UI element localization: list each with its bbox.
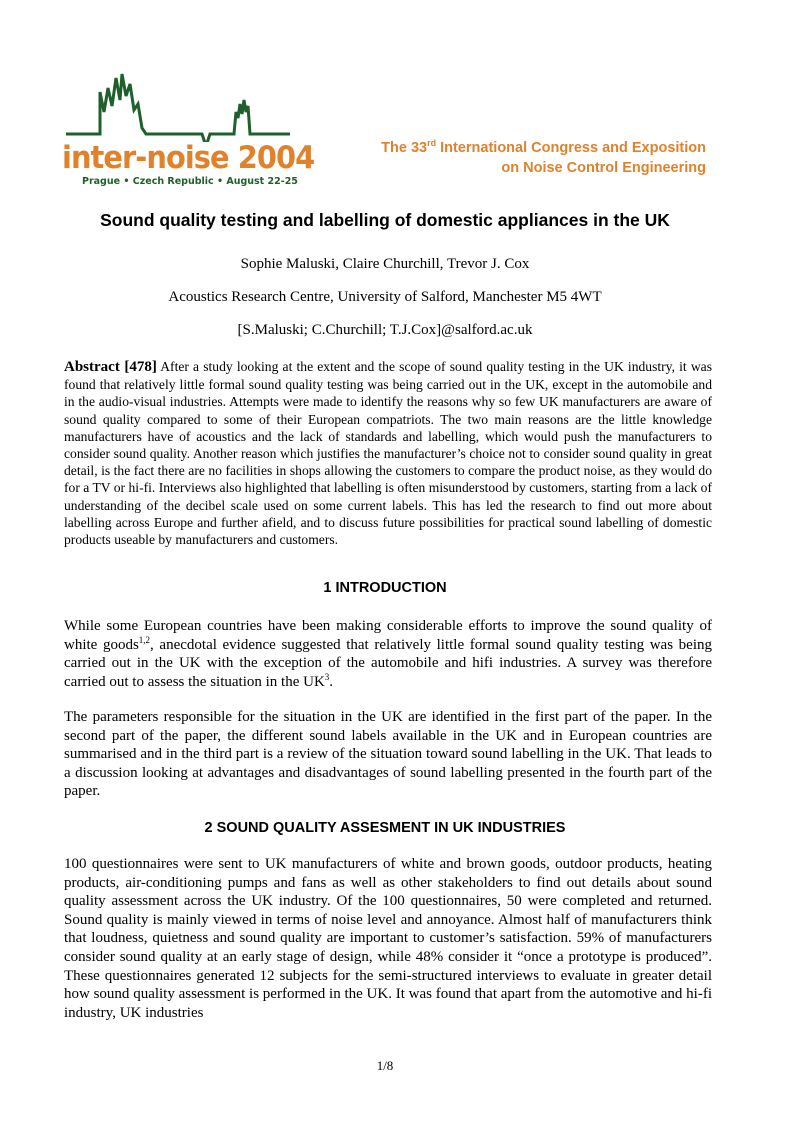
text-run: , anecdotal evidence suggested that relatively little formal sound quality testing was being carried out in the UK with the exception of the automobile and hifi industries. A survey was therefore carried out to assess the situation in the UK: [64, 636, 712, 690]
section2-paragraph-1: 100 questionnaires were sent to UK manufacturers of white and brown goods, outdoor products, heating products, air-conditioning pumps and fans as well as other stakeholders to find out details about sound quality assessment across the UK industry. Of the 100 questionnaires, 50 were completed and returned. Sound quality is mainly viewed in terms of noise level and annoyance. Almost half of manufacturers think that loudness, quietness and sound quality are important to customer’s satisfaction. 59% of manufacturers consider sound quality at an early stage of design, while 48% consider it “once a prototype is produced”. These questionnaires generated 12 subjects for the semi-structured interviews to evaluate in greater detail how sound quality assessment is performed in the UK. It was found that apart from the automotive and hi-fi industry, UK industries: [64, 856, 712, 1021]
logo-tagline: Prague • Czech Republic • August 22-25: [82, 176, 298, 187]
conference-number: The 33: [381, 140, 428, 156]
citation: 3: [324, 671, 330, 682]
abstract: [64, 358, 712, 548]
authors: Sophie Maluski, Claire Churchill, Trevor J. Cox: [240, 256, 530, 272]
section-heading-sound-quality: 2 SOUND QUALITY ASSESMENT IN UK INDUSTRIES: [204, 820, 566, 836]
logo-wordmark: inter-noise 2004: [62, 140, 315, 176]
abstract-text: After a study looking at the extent and the scope of sound quality testing in the UK industry, it was found that relatively little formal sound quality testing was being carried out in the UK, except in the automobile and in the audio-visual industries. Attempts were made to identify the reasons why so few UK manufacturers are aware of sound quality compared to some of their European compatriots. The two main reasons are the little knowledge manufacturers have of acoustics and the lack of standards and labelling, which would push the manufacturers to consider sound quality. Another reason which justifies the manufacturer’s choice not to consider sound quality in great detail, is the fact there are no facilities in shops allowing the customers to compare the product noise, as they would do for a TV or hi-fi. Interviews also highlighted that labelling is often misunderstood by customers, starting from a lack of understanding of the decibel scale used on some current labels. This has led the research to find out more about labelling across Europe and further afield, and to discuss future possibilities for practical sound labelling of domestic products useable by manufacturers and customers.: [64, 359, 712, 548]
city-skyline-logo-graphic: [62, 70, 294, 142]
citation: 1,2: [138, 634, 151, 645]
conference-line-1: [381, 138, 706, 158]
section-heading-introduction: 1 INTRODUCTION: [323, 580, 447, 596]
ordinal-suffix: rd: [427, 138, 437, 148]
page-number: 1/8: [376, 1058, 394, 1073]
conference-logo: [62, 70, 315, 192]
intro-paragraph-1: [64, 617, 712, 691]
paper-title: Sound quality testing and labelling of domestic appliances in the UK: [100, 210, 670, 230]
conference-name: International Congress and Exposition: [436, 140, 706, 156]
affiliation: Acoustics Research Centre, University of Salford, Manchester M5 4WT: [168, 289, 602, 305]
abstract-label: Abstract [478]: [64, 359, 157, 375]
intro-paragraph-2: The parameters responsible for the situation in the UK are identified in the first part of the paper. In the second part of the paper, the different sound labels available in the UK and in European countries are summarised and in the third part is a review of the situation toward sound labelling in the UK. That leads to a discussion looking at advantages and disadvantages of sound labelling presented in the fourth part of the paper.: [64, 709, 712, 800]
email: [S.Maluski; C.Churchill; T.J.Cox]@salford.ac.uk: [237, 322, 533, 338]
conference-line-2: on Noise Control Engineering: [501, 160, 706, 176]
conference-heading: [381, 138, 706, 178]
text-run: While some European countries have been making considerable efforts to improve the sound quality of white goods: [64, 618, 712, 653]
text-run: .: [329, 673, 334, 690]
